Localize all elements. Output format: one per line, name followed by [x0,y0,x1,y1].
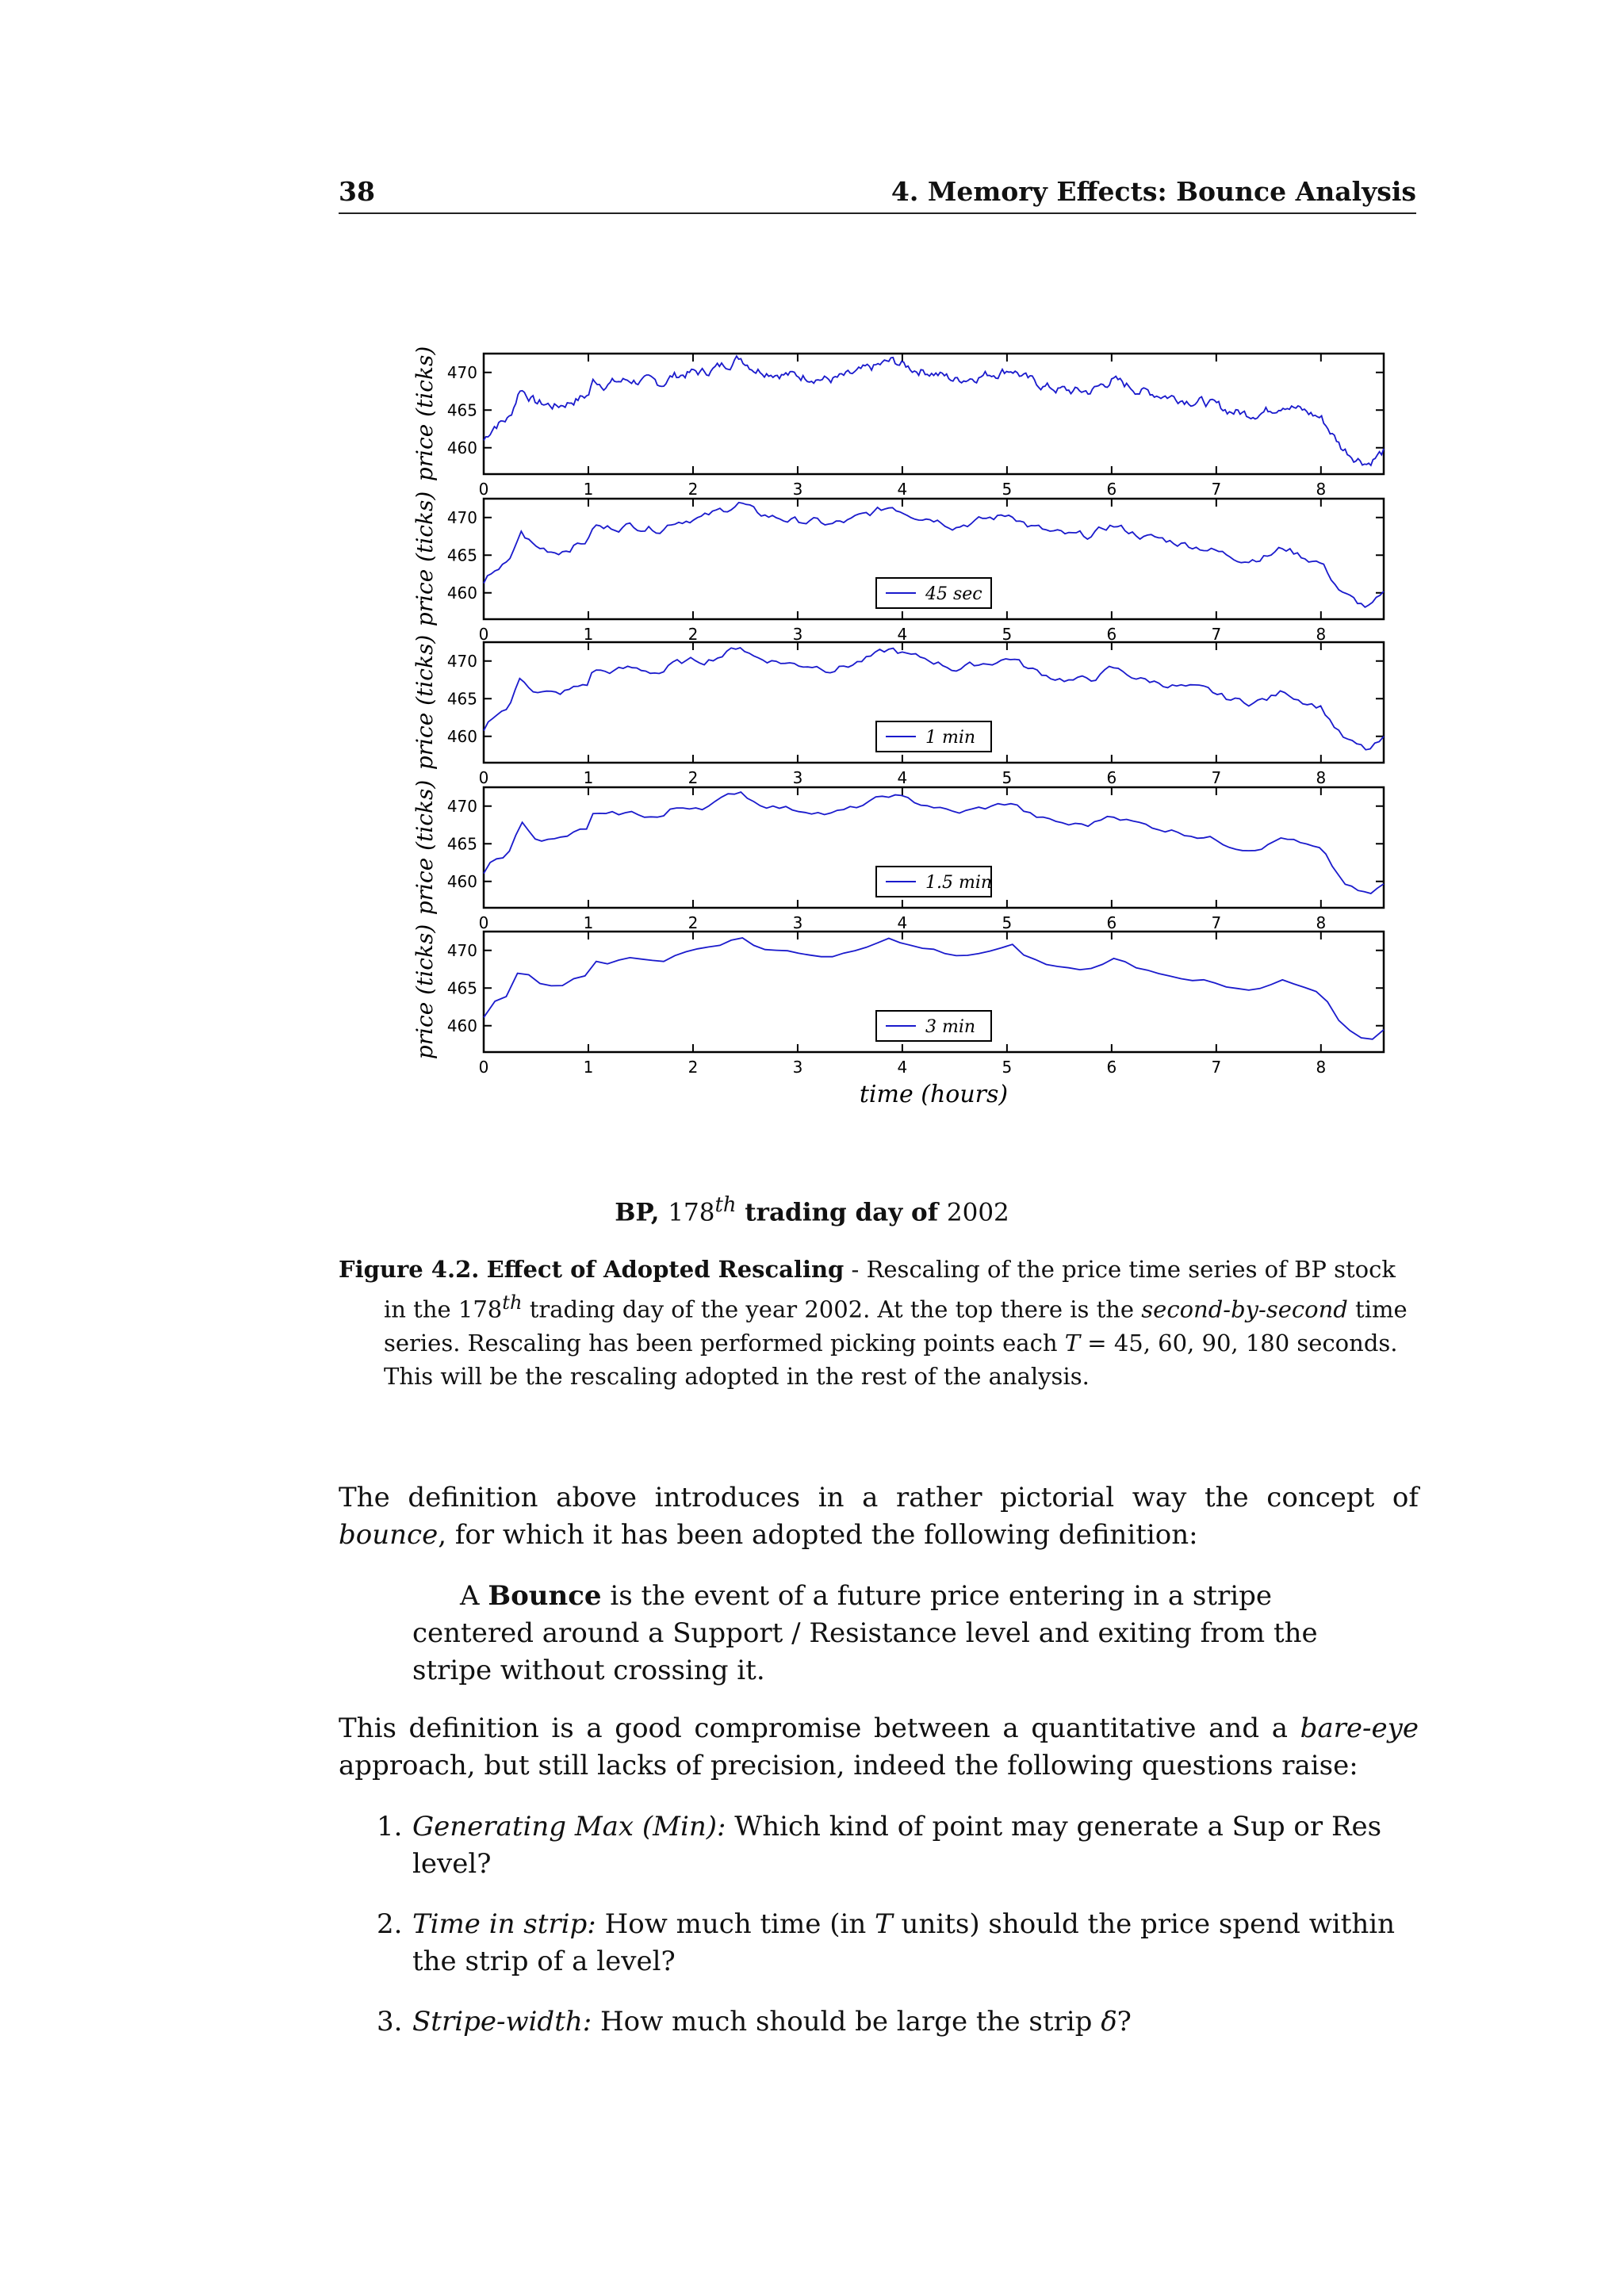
list-text: ? [1116,2006,1132,2038]
list-text: units) should the price spend within the strip of a level? [412,1908,1396,1977]
paragraph-text: The definition above introduces in a rather pictorial way the concept of [339,1482,1419,1513]
y-tick-label: 470 [446,651,477,671]
list-term: Stripe-width: [412,2006,592,2038]
y-tick-label: 465 [446,689,477,709]
list-number: 3. [377,2006,403,2038]
caption-variable: T [1064,1329,1081,1357]
list-variable: δ [1101,2006,1117,2038]
x-tick-label: 5 [1002,913,1013,932]
x-tick-label: 7 [1211,913,1222,932]
paragraph-compromise [339,1710,1419,1785]
x-tick-label: 4 [897,913,908,932]
price-rescaling-figure [0,0,1624,1134]
y-tick-label: 470 [446,362,477,382]
x-axis-label: time (hours) [859,1081,1009,1108]
caption-text: = 45, 60, 90, 180 seconds. This will be the rescaling adopted in the rest of the analysis. [384,1329,1398,1390]
quote-text: A [460,1580,488,1612]
y-axis-label: price (ticks) [412,491,438,627]
y-axis-label: price (ticks) [412,924,438,1060]
y-tick-label: 460 [446,1016,477,1035]
x-tick-label: 8 [1316,913,1327,932]
x-tick-label: 1 [583,768,594,787]
list-text: Which kind of point may generate a Sup or Res level? [412,1811,1382,1880]
y-tick-label: 460 [446,871,477,891]
x-tick-label: 0 [478,913,489,932]
figure-caption [339,1253,1419,1393]
x-tick-label: 4 [897,625,908,644]
x-tick-label: 2 [688,913,699,932]
x-tick-label: 2 [688,768,699,787]
chapter-title: 4. Memory Effects: Bounce Analysis [891,176,1416,207]
bounce-definition-quote [412,1578,1344,1689]
x-tick-label: 4 [897,1058,908,1077]
questions-list [369,1808,1419,2064]
y-tick-label: 470 [446,507,477,527]
quote-text: is the event of a future price entering in a stripe centered around a Support / Resistance level and exiting from the stripe without crossing it. [412,1580,1318,1686]
x-tick-label: 2 [688,1058,699,1077]
quote-term: Bounce [488,1580,602,1612]
x-tick-label: 3 [792,768,803,787]
subtitle-middle: trading day of [745,1198,939,1227]
x-tick-label: 6 [1106,1058,1117,1077]
x-tick-label: 6 [1106,913,1117,932]
paragraph-text: approach, but still lacks of precision, indeed the following questions raise: [339,1750,1358,1781]
caption-title: Effect of Adopted Rescaling [486,1256,845,1283]
x-tick-label: 6 [1106,625,1117,644]
y-axis-label: price (ticks) [412,779,438,916]
x-tick-label: 5 [1002,1058,1013,1077]
legend-label: 45 sec [925,584,982,604]
list-variable: T [875,1908,893,1940]
x-tick-label: 0 [478,1058,489,1077]
list-item [369,1808,1419,1883]
x-tick-label: 2 [688,625,699,644]
caption-text: time series. Rescaling has been performed picking points each [384,1295,1408,1357]
caption-emphasis: second-by-second [1141,1295,1348,1323]
subtitle-year: 2002 [946,1198,1009,1227]
x-tick-label: 4 [897,768,908,787]
x-tick-label: 2 [688,480,699,499]
y-tick-label: 470 [446,940,477,960]
x-tick-label: 5 [1002,480,1013,499]
x-tick-label: 8 [1316,480,1327,499]
list-item [369,1906,1419,1980]
paragraph-definition-intro [339,1479,1419,1554]
figure-label: Figure 4.2. [339,1256,480,1283]
y-tick-label: 460 [446,438,477,457]
y-tick-label: 465 [446,834,477,854]
series-line [484,356,1384,465]
x-tick-label: 1 [583,913,594,932]
list-number: 1. [377,1811,403,1843]
list-item [369,2003,1419,2041]
y-tick-label: 465 [446,545,477,565]
x-tick-label: 0 [478,625,489,644]
x-tick-label: 3 [792,1058,803,1077]
y-tick-label: 460 [446,726,477,746]
y-tick-label: 470 [446,796,477,816]
paragraph-text: , for which it has been adopted the following definition: [438,1519,1198,1551]
x-tick-label: 8 [1316,768,1327,787]
paragraph-emphasis: bare-eye [1300,1712,1419,1744]
x-tick-label: 5 [1002,768,1013,787]
caption-superscript: th [502,1292,523,1314]
figure-subtitle [0,1193,1624,1226]
y-tick-label: 460 [446,583,477,603]
x-tick-label: 7 [1211,625,1222,644]
legend-label: 1 min [925,728,976,748]
subtitle-prefix: BP, [615,1198,660,1227]
x-tick-label: 5 [1002,625,1013,644]
x-tick-label: 1 [583,625,594,644]
x-tick-label: 6 [1106,768,1117,787]
caption-text: - Rescaling of the price time series of BP stock in the 178 [384,1256,1396,1323]
x-tick-label: 3 [792,480,803,499]
x-tick-label: 7 [1211,1058,1222,1077]
x-tick-label: 0 [478,480,489,499]
x-tick-label: 0 [478,768,489,787]
paragraph-text: This definition is a good compromise between a quantitative and a [339,1712,1300,1744]
x-tick-label: 3 [792,625,803,644]
list-number: 2. [377,1908,403,1940]
legend-label: 1.5 min [925,873,993,893]
y-tick-label: 465 [446,400,477,420]
x-tick-label: 4 [897,480,908,499]
x-tick-label: 3 [792,913,803,932]
x-tick-label: 7 [1211,480,1222,499]
x-tick-label: 8 [1316,625,1327,644]
x-tick-label: 1 [583,1058,594,1077]
list-text: How much should be large the strip [592,2006,1101,2038]
y-axis-label: price (ticks) [412,634,438,771]
paragraph-emphasis: bounce [339,1519,439,1551]
page-number: 38 [339,176,375,207]
legend-label: 3 min [925,1017,976,1037]
subtitle-day-number: 178 [668,1198,715,1227]
x-tick-label: 1 [583,480,594,499]
subtitle-superscript: th [714,1193,737,1217]
list-text: How much time (in [596,1908,875,1940]
list-term: Time in strip: [412,1908,596,1940]
y-tick-label: 465 [446,978,477,998]
caption-text: trading day of the year 2002. At the top there is the [522,1295,1142,1323]
panel-frame [484,354,1384,474]
x-tick-label: 7 [1211,768,1222,787]
x-tick-label: 6 [1106,480,1117,499]
y-axis-label: price (ticks) [412,346,438,482]
list-term: Generating Max (Min): [412,1811,726,1843]
x-tick-label: 8 [1316,1058,1327,1077]
